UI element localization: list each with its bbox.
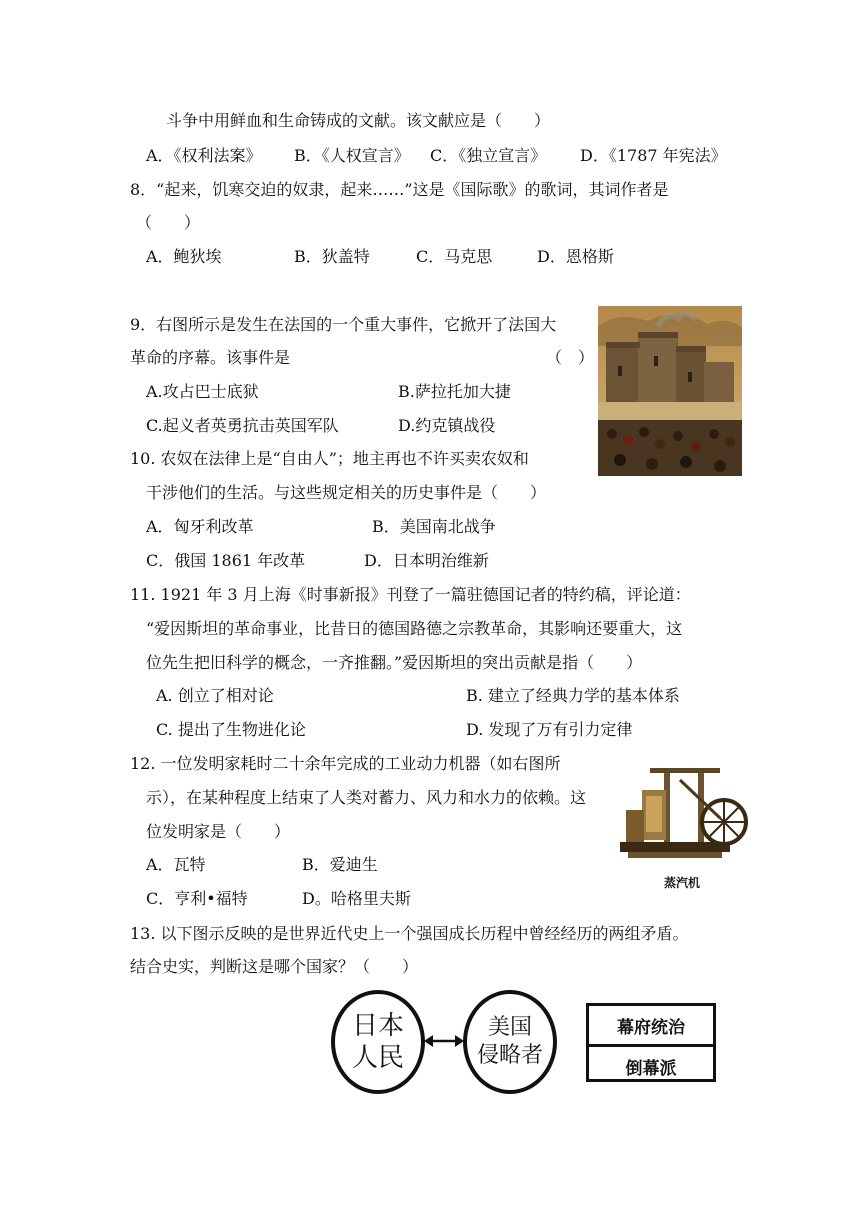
- q9-option-c: C.起义者英勇抗击英国军队: [146, 416, 339, 435]
- q7-option-b: B．《人权宣言》: [294, 146, 410, 165]
- q8-stem: 8．“起来，饥寒交迫的奴隶，起来……”这是《国际歌》的歌词，其词作者是: [130, 180, 669, 199]
- steam-engine-caption: 蒸汽机: [664, 876, 701, 890]
- q11-option-d: D. 发现了万有引力定律: [466, 720, 633, 739]
- q12-stem-cont1: 示），在某种程度上结束了人类对蓄力、风力和水力的依赖。这: [146, 788, 587, 807]
- q10-option-d: D．日本明治维新: [364, 551, 489, 570]
- q10-stem: 10. 农奴在法律上是“自由人”；地主再也不许买卖农奴和: [130, 449, 529, 468]
- q12-option-c: C．亨利•福特: [146, 889, 248, 908]
- q11-option-c: C. 提出了生物进化论: [156, 720, 306, 739]
- q7-option-a: A．《权利法案》: [146, 146, 262, 165]
- q7-stem-cont: 斗争中用鲜血和生命铸成的文献。该文献应是（ ）: [166, 111, 551, 130]
- q12-option-b: B．爱迪生: [302, 855, 378, 874]
- q7-option-c: C．《独立宣言》: [430, 146, 547, 165]
- q9-option-a: A.攻占巴士底狱: [146, 382, 259, 401]
- circle-right-line1: 美国: [487, 1015, 532, 1040]
- q9-option-b: B.萨拉托加大捷: [398, 382, 511, 401]
- q8-option-c: C．马克思: [416, 247, 493, 266]
- circle-left-line2: 人民: [351, 1043, 404, 1073]
- box-bottom-cell: 倒幕派: [589, 1044, 713, 1085]
- circle-left-line1: 日本: [351, 1011, 404, 1041]
- q10-option-c: C．俄国 1861 年改革: [146, 551, 306, 570]
- q12-option-d: D。哈格里夫斯: [302, 889, 411, 908]
- circle-right-line2: 侵略者: [476, 1043, 543, 1068]
- q10-option-a: A．匈牙利改革: [146, 517, 254, 536]
- q9-paren: （ ）: [546, 348, 595, 367]
- q13-stem-cont: 结合史实，判断这是哪个国家？（ ）: [130, 957, 419, 976]
- q11-stem-cont2: 位先生把旧科学的概念，一齐推翻。”爱因斯坦的突出贡献是指（ ）: [146, 653, 643, 672]
- steam-engine-image: [620, 760, 750, 864]
- q9-stem: 9．右图所示是发生在法国的一个重大事件，它掀开了法国大: [130, 315, 557, 334]
- q7-option-d: D．《1787 年宪法》: [580, 146, 727, 165]
- q12-stem-cont2: 位发明家是（ ）: [146, 822, 291, 841]
- q11-option-a: A. 创立了相对论: [156, 686, 274, 705]
- q8-option-a: A．鲍狄埃: [146, 247, 222, 266]
- q11-stem: 11. 1921 年 3 月上海《时事新报》刊登了一篇驻德国记者的特约稿，评论道：: [130, 585, 691, 604]
- q11-stem-cont1: “爱因斯坦的革命事业，比昔日的德国路德之宗教革命，其影响还要重大，这: [146, 619, 683, 638]
- q13-stem: 13. 以下图示反映的是世界近代史上一个强国成长历程中曾经经历的两组矛盾。: [130, 924, 689, 943]
- q10-option-b: B．美国南北战争: [372, 517, 496, 536]
- q10-stem-cont: 干涉他们的生活。与这些规定相关的历史事件是（ ）: [146, 483, 547, 502]
- q8-option-b: B．狄盖特: [294, 247, 370, 266]
- box-top-cell: 幕府统治: [617, 1017, 685, 1038]
- q12-stem: 12. 一位发明家耗时二十余年完成的工业动力机器（如右图所: [130, 754, 561, 773]
- double-arrow-icon: [424, 1031, 464, 1051]
- q9-option-d: D.约克镇战役: [398, 416, 496, 435]
- circle-us-invaders: [463, 990, 557, 1094]
- bastille-storming-image: [598, 306, 742, 476]
- q8-stem-cont: （ ）: [136, 213, 201, 232]
- contradiction-box: [586, 1003, 716, 1082]
- q9-stem-cont: 革命的序幕。该事件是: [130, 348, 291, 367]
- q11-option-b: B. 建立了经典力学的基本体系: [466, 686, 680, 705]
- q12-option-a: A．瓦特: [146, 855, 206, 874]
- q8-option-d: D．恩格斯: [537, 247, 614, 266]
- circle-japanese-people: [331, 990, 425, 1094]
